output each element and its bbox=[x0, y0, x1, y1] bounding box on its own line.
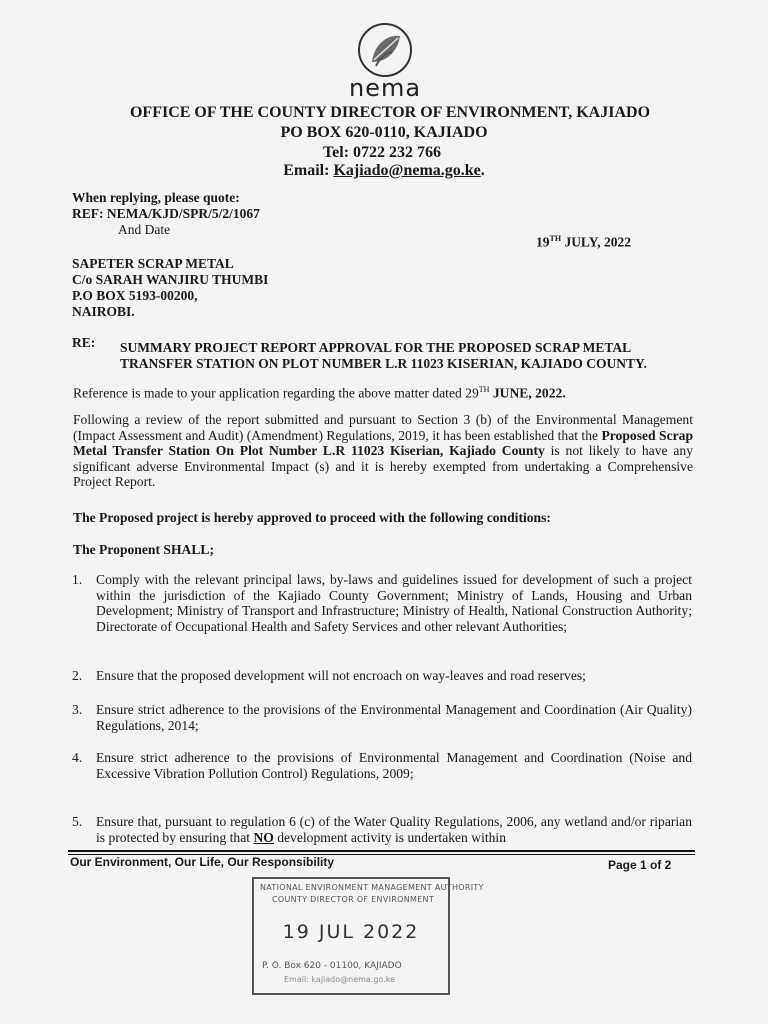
nema-leaf-logo-icon bbox=[352, 22, 418, 82]
condition-text: Ensure strict adherence to the provisions of the Environmental Management and Coordination (Air Quality) Regulations, 2014; bbox=[96, 702, 692, 733]
footer-motto: Our Environment, Our Life, Our Responsibility bbox=[70, 855, 335, 869]
addressee-line3: P.O BOX 5193-00200, bbox=[72, 288, 198, 303]
condition-number: 1. bbox=[72, 572, 83, 587]
office-email bbox=[0, 162, 768, 180]
stamp-date: 19 JUL 2022 bbox=[282, 921, 420, 943]
reference-number: REF: NEMA/KJD/SPR/5/2/1067 bbox=[72, 206, 260, 221]
approval-statement: The Proposed project is hereby approved to proceed with the following conditions: bbox=[73, 510, 551, 525]
logo-wordmark: nema bbox=[348, 74, 422, 102]
email-end: . bbox=[480, 162, 485, 179]
stamp-authority: NATIONAL ENVIRONMENT MANAGEMENT AUTHORITY bbox=[260, 883, 484, 892]
condition-text: Ensure strict adherence to the provisions of Environmental Management and Coordination (Noise and Excessive Vibration Pollution Control) Regulations, 2009; bbox=[96, 750, 692, 781]
condition-number: 2. bbox=[72, 668, 83, 683]
condition-number: 4. bbox=[72, 750, 83, 765]
email-link[interactable]: Kajiado@nema.go.ke bbox=[333, 162, 481, 179]
condition-text: Ensure that, pursuant to regulation 6 (c) of the Water Quality Regulations, 2006, any wetland and/or riparian is protected by ensuring that NO development activity is undertaken within bbox=[96, 814, 692, 845]
review-paragraph: Following a review of the report submitted and pursuant to Section 3 (b) of the Environmental Management (Impact Assessment and Audit) (Amendment) Regulations, 2019, it has been established that the Proposed Scrap Metal Transfer Station On Plot Number L.R 11023 Kiserian, Kajiado County is not likely to have any significant adverse Environmental Impact (s) and it is hereby exempted from undertaking a Comprehensive Project Report. bbox=[73, 412, 694, 489]
reference-paragraph: Reference is made to your application regarding the above matter dated 29TH JUNE, 2022. bbox=[73, 385, 566, 401]
footer-rule bbox=[68, 850, 695, 852]
office-tel: Tel: 0722 232 766 bbox=[322, 144, 442, 161]
received-stamp bbox=[252, 877, 484, 995]
subject-line1: SUMMARY PROJECT REPORT APPROVAL FOR THE PROPOSED SCRAP METAL bbox=[120, 340, 632, 355]
page-number: Page 1 of 2 bbox=[608, 858, 672, 872]
office-po-box: PO BOX 620-0110, KAJIADO bbox=[280, 124, 488, 141]
proponent-heading: The Proponent SHALL; bbox=[73, 542, 214, 557]
subject-line2: TRANSFER STATION ON PLOT NUMBER L.R 11023 KISERIAN, KAJIADO COUNTY. bbox=[120, 356, 647, 371]
addressee-line4: NAIROBI. bbox=[72, 304, 135, 319]
condition-text: Comply with the relevant principal laws, by-laws and guidelines issued for development of such a project within the jurisdiction of the Kajiado County Government; Ministry of Lands, Housing and Urban Development; Ministry of Transport and Infrastructure; Ministry of Health, National Construction Authority; Directorate of Occupational Health and Safety Services and other relevant Authorities; bbox=[96, 572, 692, 634]
email-label: Email: bbox=[283, 162, 334, 179]
stamp-office: COUNTY DIRECTOR OF ENVIRONMENT bbox=[272, 895, 435, 904]
stamp-address: P. O. Box 620 - 01100, KAJIADO bbox=[262, 961, 402, 971]
addressee-line1: SAPETER SCRAP METAL bbox=[72, 256, 234, 271]
condition-number: 3. bbox=[72, 702, 83, 717]
condition-number: 5. bbox=[72, 814, 83, 829]
office-title: OFFICE OF THE COUNTY DIRECTOR OF ENVIRONMENT, KAJIADO bbox=[129, 104, 651, 121]
letter-date: 19TH JULY, 2022 bbox=[536, 234, 631, 250]
subject-re: RE: bbox=[72, 335, 96, 350]
and-date: And Date bbox=[118, 222, 171, 237]
when-replying: When replying, please quote: bbox=[72, 190, 240, 205]
addressee-line2: C/o SARAH WANJIRU THUMBI bbox=[72, 272, 269, 287]
condition-text: Ensure that the proposed development will not encroach on way-leaves and road reserves; bbox=[96, 668, 586, 683]
stamp-email: Email: kajiado@nema.go.ke bbox=[284, 975, 396, 984]
